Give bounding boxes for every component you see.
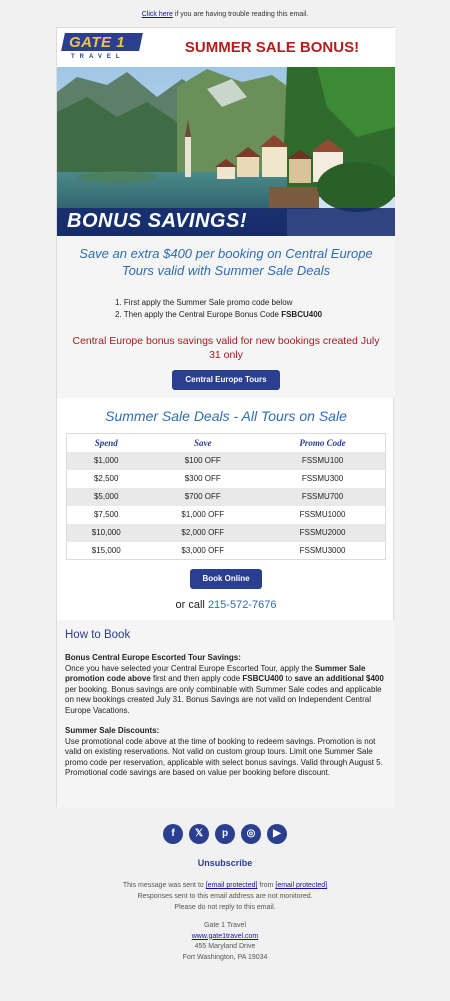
trouble-reading-text: if you are having trouble reading this email.	[172, 11, 309, 18]
table-row	[67, 542, 386, 560]
bonus-code: FSBCU400	[281, 310, 323, 319]
sender-email-link[interactable]: [email protected]	[275, 882, 328, 889]
bonus-valid-note: Central Europe bonus savings valid for new bookings created July 31 only	[72, 335, 380, 361]
instagram-icon[interactable]: ◎	[241, 824, 261, 844]
do-not-reply-text: Please do not reply to this email.	[174, 904, 276, 911]
footer-notice	[0, 880, 450, 913]
paragraph-text: to	[283, 674, 295, 683]
spend-cell: $1,000	[67, 452, 146, 470]
promo-code-cell: FSSMU700	[260, 488, 385, 506]
paragraph-bold: Summer Sale promotion code above	[65, 663, 366, 683]
headline: SUMMER SALE BONUS!	[184, 39, 360, 56]
sent-to-text: This message was sent to	[122, 882, 206, 889]
spend-cell: $15,000	[91, 545, 121, 555]
central-europe-tours-button[interactable]: Central Europe Tours	[172, 370, 280, 390]
save-extra-heading: Save an extra $400 per booking on Central Europe Tours valid with Summer Sale Deals	[79, 246, 373, 278]
table-header-row	[67, 434, 386, 452]
facebook-icon[interactable]: f	[163, 824, 183, 844]
social-links	[163, 824, 288, 846]
not-monitored-text: Responses sent to this email address are not monitored.	[137, 893, 313, 900]
pinterest-icon[interactable]: p	[215, 824, 235, 844]
deals-table	[66, 433, 386, 560]
youtube-icon[interactable]: ▶	[267, 824, 287, 844]
email-card	[56, 27, 394, 807]
or-call-text: or call	[175, 599, 208, 611]
save-cell: $700 OFF	[145, 488, 260, 506]
spend-cell: $10,000	[67, 524, 146, 542]
paragraph-bold: FSBCU400	[242, 674, 284, 683]
header-save: Save	[193, 437, 212, 448]
promo-code-cell: FSSMU300	[301, 474, 344, 483]
logo-subtext: TRAVEL	[71, 54, 125, 60]
company-address	[0, 921, 450, 963]
promo-code-cell: FSSMU3000	[299, 545, 346, 555]
recipient-email-link[interactable]: [email protected]	[205, 882, 258, 889]
logo-text: GATE 1	[69, 34, 126, 51]
table-row	[67, 452, 386, 470]
steps-list	[115, 297, 322, 321]
trouble-reading-note	[0, 11, 450, 18]
x-icon[interactable]: 𝕏	[189, 824, 209, 844]
hero-image[interactable]	[57, 67, 395, 236]
email-header	[57, 28, 395, 67]
paragraph-bold: save an additional $400	[294, 674, 384, 683]
bonus-savings-heading: Bonus Central Europe Escorted Tour Savings:	[65, 653, 241, 662]
paragraph-text: first and then apply code	[150, 674, 243, 683]
paragraph-text: per booking. Bonus savings are only combinable with Summer Sale codes and applicable on new bookings created July 31. Bonus Savings are not valid on Independent Central Europe Vacations.	[65, 684, 382, 715]
spend-cell: $2,500	[93, 474, 119, 483]
book-online-button[interactable]: Book Online	[190, 569, 262, 589]
deals-title: Summer Sale Deals - All Tours on Sale	[105, 408, 347, 424]
discounts-heading: Summer Sale Discounts:	[65, 726, 160, 735]
website-link[interactable]: www.gate1travel.com	[191, 932, 259, 940]
discounts-paragraph	[65, 726, 387, 779]
spend-cell: $7,500	[93, 510, 119, 519]
promo-code-cell: FSSMU1000	[299, 510, 346, 519]
paragraph-text: Use promotional code above at the time of booking to redeem savings. Promotion is not valid on existing reservations. Not valid on custom group tours. Limit one Summer Sale promo code per reservation, applicable with select bonus savings. Valid through August 5. Promotional code savings are based on value per booking before discount.	[65, 736, 383, 777]
bonus-banner	[57, 208, 395, 236]
header-promo-code: Promo Code	[299, 437, 346, 448]
phone-link[interactable]: 215-572-7676	[207, 599, 277, 611]
city-address: Fort Washington, PA 19034	[182, 953, 268, 961]
how-to-book-body	[65, 653, 387, 789]
table-row	[67, 488, 386, 506]
central-europe-section	[57, 236, 395, 398]
save-cell: $100 OFF	[145, 452, 260, 470]
save-cell: $300 OFF	[184, 474, 221, 483]
table-row	[67, 506, 386, 524]
how-to-book-section	[57, 620, 395, 808]
unsubscribe-link[interactable]: Unsubscribe	[197, 858, 253, 868]
how-to-book-title: How to Book	[65, 629, 131, 641]
table-row	[67, 470, 386, 488]
promo-code-cell: FSSMU100	[260, 452, 385, 470]
spend-cell: $5,000	[67, 488, 146, 506]
promo-code-cell: FSSMU2000	[260, 524, 385, 542]
table-row	[67, 524, 386, 542]
paragraph-text: Once you have selected your Central Europe Escorted Tour, apply the	[65, 663, 315, 673]
bonus-banner-text: BONUS SAVINGS!	[67, 210, 247, 232]
step-1: 1. First apply the Summer Sale promo code below	[115, 298, 293, 307]
click-here-link[interactable]: Click here	[141, 11, 173, 18]
gate1-logo[interactable]	[63, 33, 145, 63]
step-2-text: 2. Then apply the Central Europe Bonus Code	[115, 310, 282, 319]
save-cell: $2,000 OFF	[145, 524, 260, 542]
street-address: 455 Maryland Drive	[194, 943, 256, 950]
header-spend: Spend	[94, 437, 118, 448]
step-2	[115, 309, 322, 321]
save-cell: $1,000 OFF	[181, 510, 225, 519]
company-name: Gate 1 Travel	[203, 922, 247, 929]
save-cell: $3,000 OFF	[181, 545, 225, 555]
bonus-savings-paragraph	[65, 653, 387, 716]
from-text: from	[257, 882, 276, 889]
or-call-line	[57, 599, 395, 611]
